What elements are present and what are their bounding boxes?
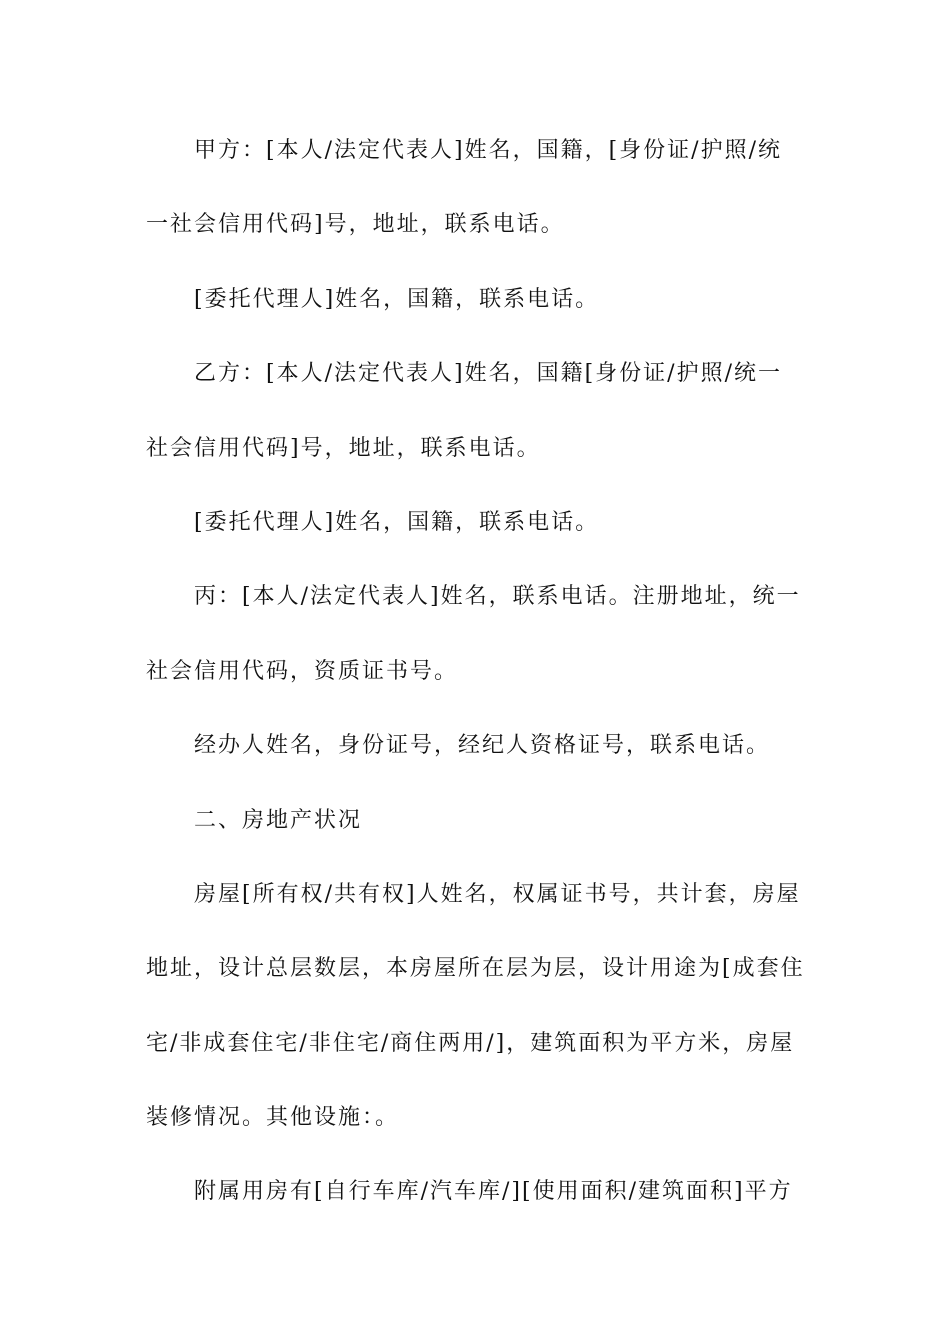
- property-line-2: 地址，设计总层数层，本房屋所在层为层，设计用途为[成套住: [146, 956, 805, 982]
- party-c-line-1: 丙：[本人/法定代表人]姓名，联系电话。注册地址，统一: [194, 584, 801, 610]
- document-body: [146, 129, 808, 1245]
- property-line-3: 宅/非成套住宅/非住宅/商住两用/]，建筑面积为平方米，房屋: [146, 1030, 795, 1056]
- handler-line: 经办人姓名，身份证号，经纪人资格证号，联系电话。: [194, 733, 771, 759]
- party-c-line-2: 社会信用代码，资质证书号。: [146, 658, 459, 684]
- party-b-line-1: 乙方：[本人/法定代表人]姓名，国籍[身份证/护照/统一: [194, 361, 782, 387]
- party-a-agent-line: [委托代理人]姓名，国籍，联系电话。: [194, 286, 600, 312]
- section-heading: 二、房地产状况: [194, 807, 363, 833]
- party-a-line-2: 一社会信用代码]号，地址，联系电话。: [146, 212, 565, 238]
- party-b-agent-line: [委托代理人]姓名，国籍，联系电话。: [194, 509, 600, 535]
- annex-line-1: 附属用房有[自行车库/汽车库/][使用面积/建筑面积]平方: [194, 1179, 793, 1205]
- property-line-4: 装修情况。其他设施：。: [146, 1105, 400, 1131]
- party-b-line-2: 社会信用代码]号，地址，联系电话。: [146, 435, 541, 461]
- party-a-line-1: 甲方：[本人/法定代表人]姓名，国籍，[身份证/护照/统: [194, 138, 782, 163]
- property-line-1: 房屋[所有权/共有权]人姓名，权属证书号，共计套，房屋: [194, 881, 801, 907]
